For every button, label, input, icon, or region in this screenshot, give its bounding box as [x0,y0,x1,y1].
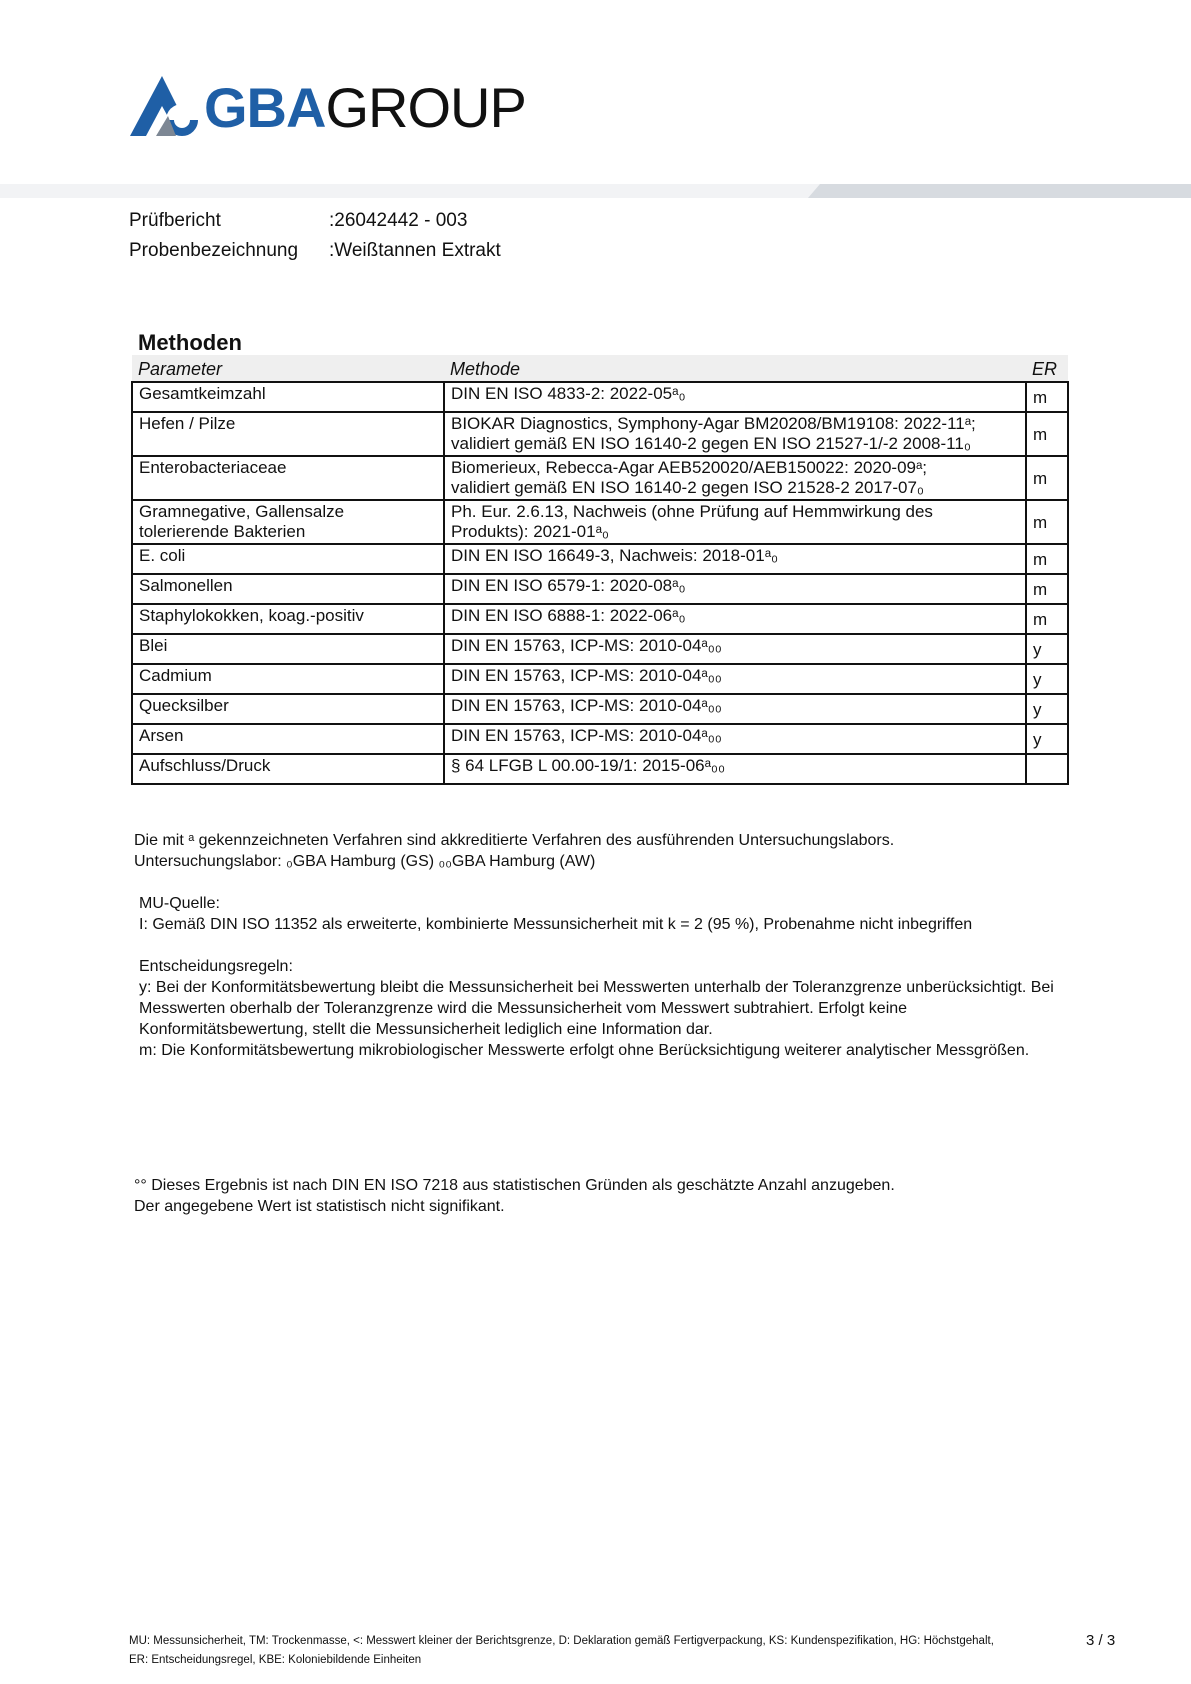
method-row [132,634,1068,664]
gba-group-logo [130,76,526,140]
decision-rules-note [139,956,1054,1061]
method-cell [444,382,1026,412]
er-cell-line: m [1032,387,1048,407]
parameter-cell-line: E. coli [139,546,186,565]
parameter-cell-line: Arsen [139,726,184,745]
method-row [132,574,1068,604]
parameter-cell-line: Gesamtkeimzahl [139,384,266,403]
parameter-cell-line: tolerierende Bakterien [139,522,306,541]
parameter-cell-line: Hefen / Pilze [139,414,236,433]
method-row [132,664,1068,694]
estimate-line-1: °° Dieses Ergebnis ist nach DIN EN ISO 7218 aus statistischen Gründen als geschätzte Anzahl anzugeben. [134,1177,895,1194]
method-cell-line: DIN EN ISO 16649-3, Nachweis: 2018-01ᵃ₀ [451,546,779,565]
parameter-cell [132,724,444,754]
method-row [132,412,1068,456]
rules-title: Entscheidungsregeln: [139,958,293,975]
methods-body [132,382,1068,784]
er-cell-line: y [1032,669,1042,689]
method-cell-line: validiert gemäß EN ISO 16140-2 gegen ISO 21528-2 2017-07₀ [451,478,924,497]
method-cell-line: BIOKAR Diagnostics, Symphony-Agar BM20208/BM19108: 2022-11ᵃ; [451,414,976,433]
logo-text-group: GROUP [325,76,526,139]
er-cell [1026,604,1068,634]
parameter-cell [132,574,444,604]
method-cell-line: DIN EN 15763, ICP-MS: 2010-04ᵃ₀₀ [451,726,722,745]
methods-table [131,355,1069,785]
method-cell-line: Ph. Eur. 2.6.13, Nachweis (ohne Prüfung auf Hemmwirkung des [451,502,933,521]
method-row [132,694,1068,724]
method-row [132,754,1068,784]
accreditation-note [134,830,894,872]
method-row [132,500,1068,544]
parameter-cell [132,664,444,694]
mu-source-note [139,893,972,935]
method-cell-line: DIN EN ISO 4833-2: 2022-05ᵃ₀ [451,384,686,403]
methods-header-row [132,355,1068,382]
page-number: 3 / 3 [1086,1632,1116,1649]
er-cell-line: m [1032,512,1048,532]
gba-triangle-logo-icon [130,76,202,140]
method-row [132,604,1068,634]
method-row [132,724,1068,754]
parameter-cell [132,604,444,634]
rule-y-line-2: Messwerten oberhalb der Toleranzgrenze wird die Messunsicherheit vom Messwert subtrahiert. Erfolgt keine [139,1000,908,1017]
method-row [132,544,1068,574]
parameter-cell-line: Staphylokokken, koag.-positiv [139,606,364,625]
er-cell-line: m [1032,549,1048,569]
er-cell [1026,694,1068,724]
parameter-cell [132,544,444,574]
parameter-cell-line: Enterobacteriaceae [139,458,287,477]
report-label: Prüfbericht [129,210,221,231]
er-cell [1026,574,1068,604]
report-value: :26042442 - 003 [329,210,468,231]
parameter-cell [132,456,444,500]
footer-line-1: MU: Messunsicherheit, TM: Trockenmasse, <: Messwert kleiner der Berichtsgrenze, D: Deklaration gemäß Fertigverpackung, KS: Kundenspezifikation, HG: Höchstgehalt, [129,1635,994,1647]
estimate-line-2: Der angegebene Wert ist statistisch nicht signifikant. [134,1198,505,1215]
mu-text: I: Gemäß DIN ISO 11352 als erweiterte, kombinierte Messunsicherheit mit k = 2 (95 %), Probenahme nicht inbegriffen [139,916,973,933]
er-cell [1026,500,1068,544]
er-cell [1026,634,1068,664]
mu-title: MU-Quelle: [139,895,220,912]
er-cell [1026,412,1068,456]
er-cell-line: m [1032,424,1048,444]
method-cell-line: DIN EN 15763, ICP-MS: 2010-04ᵃ₀₀ [451,696,722,715]
er-cell-line: y [1032,639,1042,659]
parameter-cell [132,412,444,456]
parameter-cell [132,634,444,664]
er-cell [1026,754,1068,784]
er-cell-line: m [1032,579,1048,599]
footer-line-2: ER: Entscheidungsregel, KBE: Koloniebildende Einheiten [129,1654,422,1666]
parameter-cell [132,694,444,724]
header-parameter: Parameter [132,355,444,382]
rule-y-line-1: y: Bei der Konformitätsbewertung bleibt die Messunsicherheit bei Messwerten unterhalb der Toleranzgrenze unberücksichtigt. Bei [139,979,1054,996]
parameter-cell-line: Quecksilber [139,696,229,715]
method-row [132,456,1068,500]
parameter-cell-line: Gramnegative, Gallensalze [139,502,345,521]
parameter-cell-line: Salmonellen [139,576,233,595]
header-band [0,184,1191,198]
method-cell [444,456,1026,500]
header-methode: Methode [444,355,1026,382]
method-cell-line: § 64 LFGB L 00.00-19/1: 2015-06ᵃ₀₀ [451,756,726,775]
er-cell-line: m [1032,468,1048,488]
method-cell-line: validiert gemäß EN ISO 16140-2 gegen EN ISO 21527-1/-2 2008-11₀ [451,434,971,453]
method-cell-line: Produkts): 2021-01ᵃ₀ [451,522,609,541]
er-cell [1026,544,1068,574]
er-cell-line: y [1032,699,1042,719]
er-cell [1026,664,1068,694]
method-cell [444,412,1026,456]
method-cell [444,724,1026,754]
method-cell-line: DIN EN 15763, ICP-MS: 2010-04ᵃ₀₀ [451,636,722,655]
method-cell-line: Biomerieux, Rebecca-Agar AEB520020/AEB150022: 2020-09ᵃ; [451,458,928,477]
er-cell-line: y [1032,729,1042,749]
methods-title: Methoden [138,330,242,355]
parameter-cell-line: Blei [139,636,168,655]
method-cell [444,544,1026,574]
parameter-cell-line: Aufschluss/Druck [139,756,271,775]
rule-m: m: Die Konformitätsbewertung mikrobiologischer Messwerte erfolgt ohne Berücksichtigung weiterer analytischer Messgrößen. [139,1042,1030,1059]
method-cell [444,754,1026,784]
parameter-cell [132,754,444,784]
method-row [132,382,1068,412]
parameter-cell-line: Cadmium [139,666,212,685]
rule-y-line-3: Konformitätsbewertung, stellt die Messunsicherheit lediglich eine Information dar. [139,1021,713,1038]
method-cell [444,604,1026,634]
er-cell [1026,724,1068,754]
method-cell-line: DIN EN 15763, ICP-MS: 2010-04ᵃ₀₀ [451,666,722,685]
method-cell [444,500,1026,544]
method-cell [444,694,1026,724]
logo-text-gba: GBA [204,76,326,139]
labs-text: Untersuchungslabor: ₀GBA Hamburg (GS) ₀₀GBA Hamburg (AW) [134,853,596,870]
sample-label: Probenbezeichnung [129,240,299,261]
sample-value: :Weißtannen Extrakt [329,240,501,261]
accredited-text: Die mit ᵃ gekennzeichneten Verfahren sind akkreditierte Verfahren des ausführenden Untersuchungslabors. [134,832,895,849]
method-cell-line: DIN EN ISO 6579-1: 2020-08ᵃ₀ [451,576,686,595]
parameter-cell [132,500,444,544]
method-cell [444,664,1026,694]
estimate-note [134,1175,895,1217]
header-er: ER [1026,355,1068,382]
er-cell-line: m [1032,609,1048,629]
method-cell [444,634,1026,664]
method-cell [444,574,1026,604]
er-cell [1026,382,1068,412]
er-cell [1026,456,1068,500]
method-cell-line: DIN EN ISO 6888-1: 2022-06ᵃ₀ [451,606,686,625]
footer-abbreviations [129,1632,1009,1670]
parameter-cell [132,382,444,412]
